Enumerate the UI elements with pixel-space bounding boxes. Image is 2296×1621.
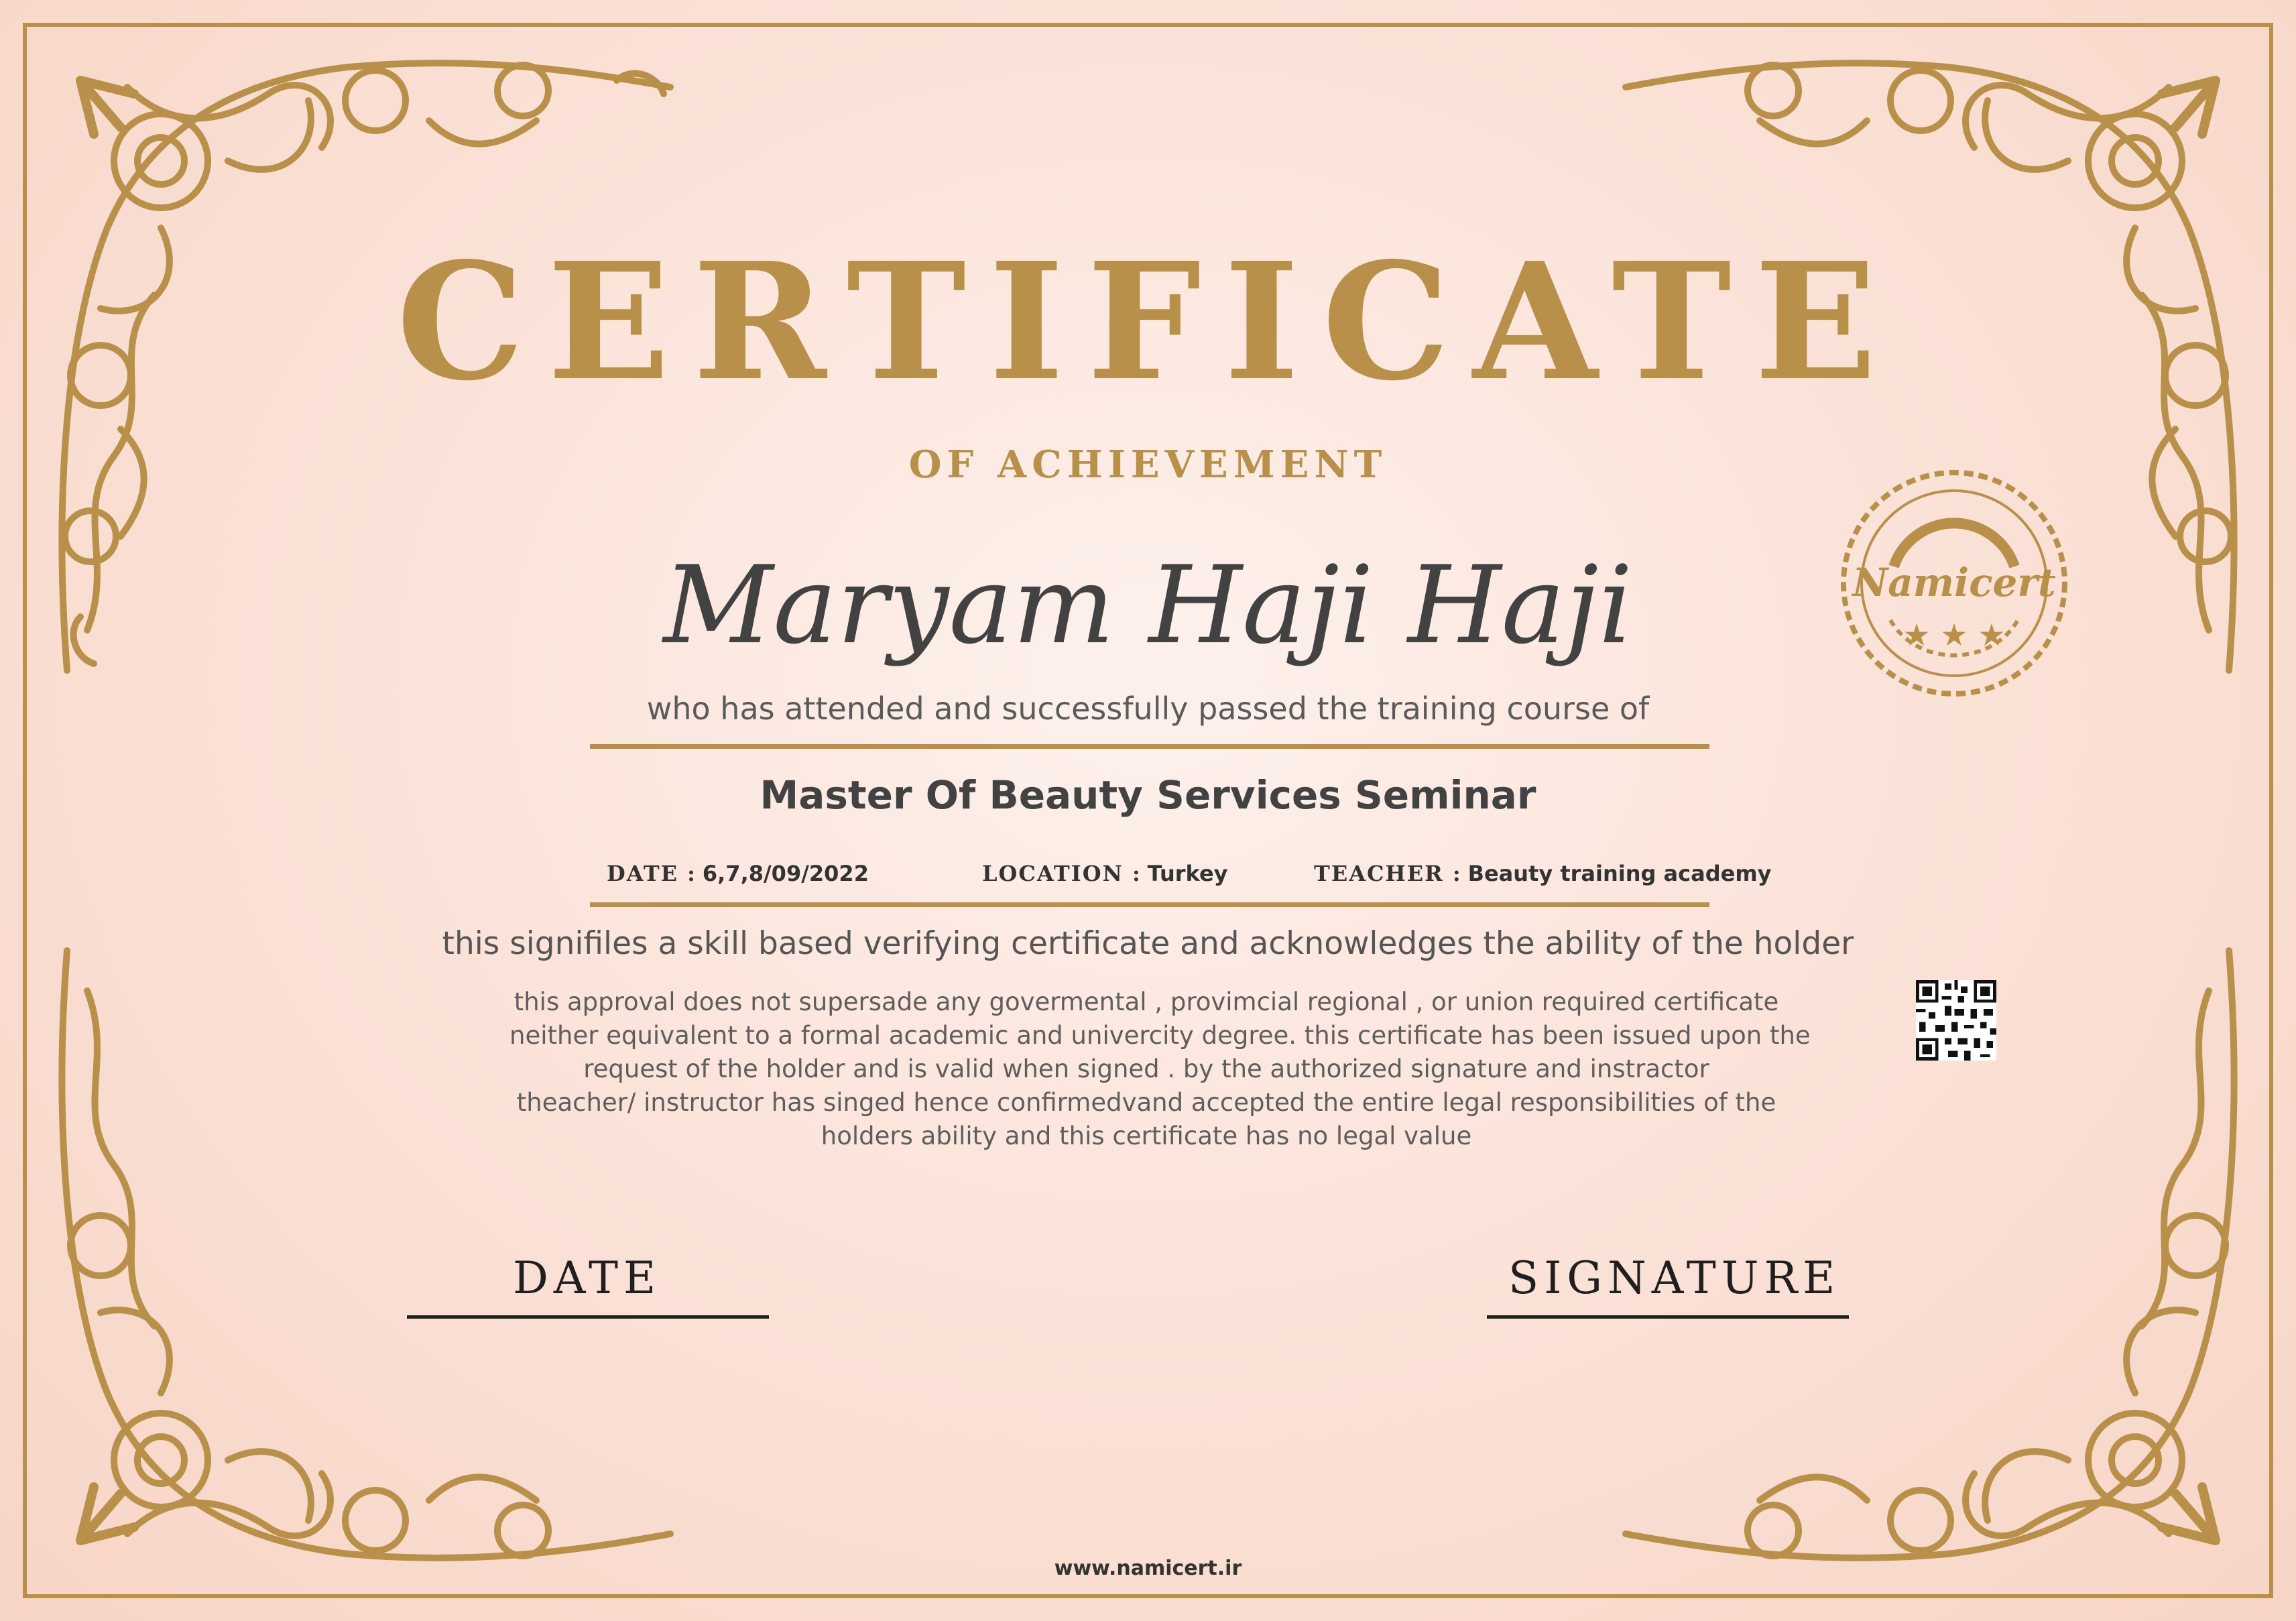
disclaimer-line: holders ability and this certificate has no legal value bbox=[821, 1122, 1472, 1150]
attended-text: who has attended and successfully passed the training course of bbox=[646, 691, 1650, 727]
signature-line bbox=[1487, 1315, 1849, 1319]
divider-bottom bbox=[590, 902, 1709, 907]
disclaimer-line: this approval does not supersade any govermental , provimcial regional , or union required certificate bbox=[513, 987, 1779, 1016]
qr-code-icon[interactable] bbox=[1916, 980, 1996, 1061]
date-line bbox=[407, 1315, 769, 1319]
seal-badge-icon bbox=[1837, 466, 2071, 701]
course-name: Master Of Beauty Services Seminar bbox=[760, 772, 1536, 818]
disclaimer-line: theacher/ instructor has singed hence confirmedvand accepted the entire legal responsibilities of the bbox=[516, 1088, 1776, 1117]
disclaimer-line: request of the holder and is valid when signed . by the authorized signature and instractor bbox=[583, 1055, 1709, 1083]
holder-name: Maryam Haji Haji bbox=[663, 542, 1633, 668]
signifies-text: this signifiles a skill based verifying certificate and acknowledges the ability of the holder bbox=[442, 925, 1854, 962]
seal-stars: ★ ★ ★ bbox=[1902, 617, 2006, 653]
meta-teacher bbox=[1314, 861, 1772, 886]
meta-teacher-value: Beauty training academy bbox=[1467, 861, 1772, 886]
website-link[interactable]: www.namicert.ir bbox=[1054, 1557, 1242, 1580]
sign-date-label: DATE bbox=[513, 1252, 662, 1304]
meta-location-label: LOCATION : bbox=[982, 861, 1142, 886]
meta-date-value: 6,7,8/09/2022 bbox=[702, 861, 869, 886]
meta-date-label: DATE : bbox=[607, 861, 697, 886]
divider-top bbox=[590, 744, 1709, 749]
meta-date bbox=[607, 861, 869, 886]
meta-teacher-label: TEACHER : bbox=[1314, 861, 1462, 886]
meta-location bbox=[982, 861, 1228, 886]
certificate-subtitle: OF ACHIEVEMENT bbox=[908, 442, 1388, 487]
seal-text: Namicert bbox=[1852, 560, 2056, 605]
disclaimer bbox=[509, 985, 1811, 1153]
signature-label: SIGNATURE bbox=[1508, 1252, 1841, 1304]
meta-location-value: Turkey bbox=[1147, 861, 1228, 886]
certificate-title: CERTIFICATE bbox=[396, 227, 1900, 416]
disclaimer-line: neither equivalent to a formal academic and univercity degree. this certificate has been issued upon the bbox=[509, 1021, 1811, 1050]
